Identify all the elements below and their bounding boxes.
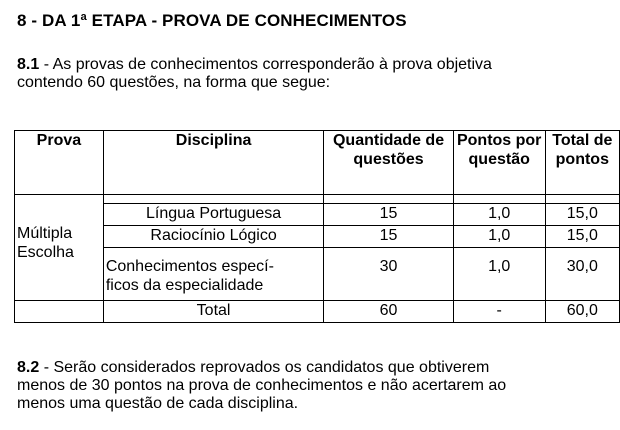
cell-total: 15,0 <box>545 226 619 248</box>
paragraph-text: - As provas de conhecimentos corresponderão à prova objetiva <box>39 56 492 73</box>
cell-total: 15,0 <box>545 204 619 226</box>
paragraph-number: 8.1 <box>17 56 40 73</box>
disciplina-line: Conhecimentos especí- <box>105 258 274 275</box>
header-prova: Prova <box>15 131 104 195</box>
cell-disciplina: Raciocínio Lógico <box>103 226 324 248</box>
paragraph-text: menos de 30 pontos na prova de conhecimentos e não acertarem ao <box>17 377 507 394</box>
table-row <box>15 226 620 248</box>
cell-pontos: - <box>453 301 545 323</box>
cell-quantidade: 30 <box>324 248 453 301</box>
cell-disciplina <box>103 248 324 301</box>
table-header-row <box>15 131 620 195</box>
modalidade-line: Múltipla <box>17 225 73 242</box>
spacer-cell <box>324 195 453 204</box>
cell-pontos: 1,0 <box>453 204 545 226</box>
table-spacer-row <box>15 195 620 204</box>
modalidade-line: Escolha <box>17 244 74 261</box>
paragraph-text: contendo 60 questões, na forma que segue: <box>17 74 331 91</box>
table-row <box>15 248 620 301</box>
paragraph-text: - Serão considerados reprovados os candidatos que obtiverem <box>39 359 490 376</box>
spacer-cell <box>103 195 324 204</box>
cell-total-label: Total <box>103 301 324 323</box>
paragraph-text: menos uma questão de cada disciplina. <box>17 395 299 412</box>
paragraph-8-1 <box>17 56 605 92</box>
prova-table <box>14 130 620 323</box>
cell-pontos: 1,0 <box>453 248 545 301</box>
table-total-row <box>15 301 620 323</box>
table-row <box>15 204 620 226</box>
header-quantidade: Quantidade de questões <box>324 131 453 195</box>
paragraph-number: 8.2 <box>17 359 40 376</box>
cell-modalidade <box>15 195 104 301</box>
disciplina-line: ficos da especialidade <box>105 277 264 294</box>
cell-total: 60,0 <box>545 301 619 323</box>
header-total: Total de pontos <box>545 131 619 195</box>
cell-quantidade: 60 <box>324 301 453 323</box>
cell-empty <box>15 301 104 323</box>
paragraph-8-2 <box>17 359 605 413</box>
section-heading: 8 - DA 1ª ETAPA - PROVA DE CONHECIMENTOS <box>17 11 407 30</box>
cell-quantidade: 15 <box>324 226 453 248</box>
header-disciplina: Disciplina <box>103 131 324 195</box>
spacer-cell <box>453 195 545 204</box>
cell-pontos: 1,0 <box>453 226 545 248</box>
header-pontos: Pontos por questão <box>453 131 545 195</box>
cell-disciplina: Língua Portuguesa <box>103 204 324 226</box>
cell-quantidade: 15 <box>324 204 453 226</box>
spacer-cell <box>545 195 619 204</box>
cell-total: 30,0 <box>545 248 619 301</box>
